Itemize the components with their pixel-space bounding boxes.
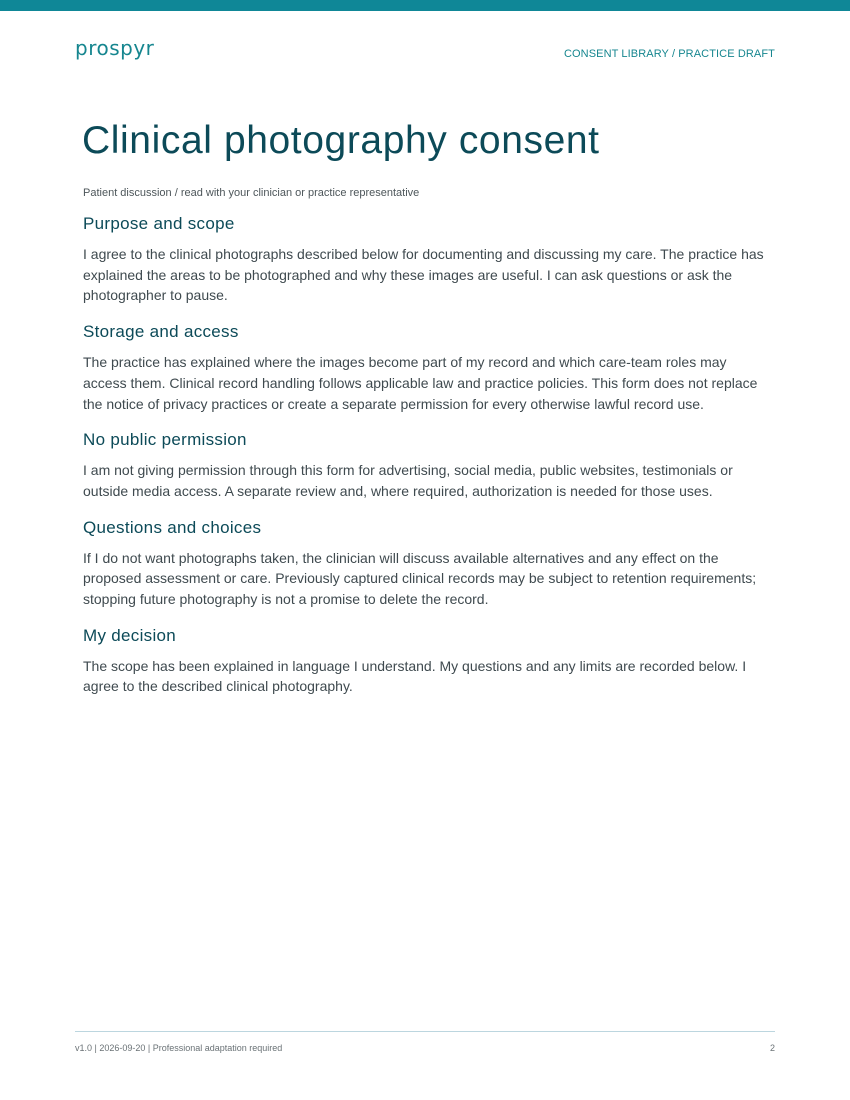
section-heading: Storage and access — [83, 322, 239, 342]
top-accent-bar — [0, 0, 850, 11]
section-no-public-permission — [83, 428, 773, 501]
footer-version: v1.0 | 2026-09-20 | Professional adaptation required — [75, 1043, 283, 1053]
page-title: Clinical photography consent — [82, 119, 600, 162]
section-body: I agree to the clinical photographs described below for documenting and discussing my care. The practice has explained the areas to be photographed and why these images are useful. I can ask questions or ask the photographer to pause. — [83, 246, 764, 304]
section-my-decision — [83, 624, 773, 697]
section-body: The practice has explained where the images become part of my record and which care-team roles may access them. Clinical record handling follows applicable law and practice policies. This form does not replace the notice of privacy practices or create a separate permission for every otherwise lawful record use. — [83, 354, 758, 412]
section-body: I am not giving permission through this form for advertising, social media, public websites, testimonials or outside media access. A separate review and, where required, authorization is needed for those uses. — [83, 462, 733, 499]
section-purpose-and-scope — [83, 212, 773, 306]
page-number: 2 — [769, 1043, 775, 1053]
page-subtitle: Patient discussion / read with your clinician or practice representative — [83, 187, 420, 199]
section-heading: Questions and choices — [83, 517, 262, 537]
section-storage-and-access — [83, 320, 773, 414]
section-body: If I do not want photographs taken, the clinician will discuss available alternatives and any effect on the proposed assessment or care. Previously captured clinical records may be subject to retention requirements; stopping future photography is not a promise to delete the record. — [83, 549, 757, 608]
section-body: The scope has been explained in language I understand. My questions and any limits are recorded below. I agree to the described clinical photography. — [83, 657, 747, 695]
breadcrumb: CONSENT LIBRARY / PRACTICE DRAFT — [563, 48, 775, 60]
brand-logo: prospyr — [75, 36, 155, 60]
section-heading: No public permission — [83, 430, 247, 450]
section-heading: My decision — [83, 625, 177, 645]
document-body — [83, 212, 773, 697]
footer-divider — [75, 1031, 775, 1032]
section-heading: Purpose and scope — [83, 214, 235, 233]
section-questions-and-choices — [83, 516, 773, 610]
